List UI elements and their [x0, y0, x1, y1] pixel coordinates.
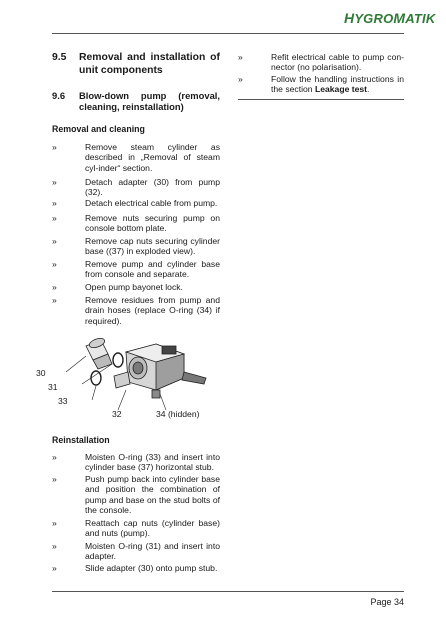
- figure-label-33: 33: [58, 396, 68, 406]
- leakage-test-text: Follow the handling instructions in the section Leakage test.: [271, 74, 404, 95]
- header-rule: [52, 33, 404, 34]
- pump-body: [114, 344, 206, 398]
- footer-rule: [52, 591, 404, 592]
- removal-heading: Removal and cleaning: [52, 124, 145, 134]
- right-column-rule: [238, 99, 404, 100]
- right-column: » Refit electrical cable to pump con-nector (no polarisation). » Follow the handling instructions in the section Leakage test.: [238, 52, 404, 95]
- figure-label-32: 32: [112, 409, 122, 419]
- left-column: 9.5 Removal and installation of unit components 9.6 Blow-down pump (removal, cleaning, reinstallation) Removal and cleaning » Remove steam cylinder as described in „Removal of steam cyl-inder“ section. » Detach adapter (30) from pump (32). » Detach electrical cable from pump. » Remove nuts securing pump on console bottom plate. » Remove cap nuts securing cylinder base ((37) in exploded view). » Remove pump and cylinder base from console and separate. » Open pump bayonet lock. » Remove residues from pump and drain hoses (replace O-ring (34) if required). Reinstallation » Moisten O-ring (33) and insert into cylinder base (37) horizontal stub. » Push pump back into cylinder base and position the combination of pump and base on the stud bolts of the console. » Reattach cap nuts (cylinder base) and nuts (pump). » Moisten O-ring (31) and insert into adapter. » Slide adapter (30) onto pump stub.: [52, 52, 220, 573]
- oring-31: [113, 353, 123, 367]
- adapter-part: [86, 337, 112, 369]
- figure-label-34: 34 (hidden): [156, 409, 200, 419]
- oring-33: [91, 371, 101, 385]
- page-number: Page 34: [370, 597, 404, 607]
- hygromatik-logo: HYGROMATIK: [344, 10, 436, 26]
- figure-label-31: 31: [48, 382, 58, 392]
- pump-exploded-illustration: [36, 332, 216, 424]
- figure-label-30: 30: [36, 368, 46, 378]
- reinstallation-heading: Reinstallation: [52, 435, 110, 445]
